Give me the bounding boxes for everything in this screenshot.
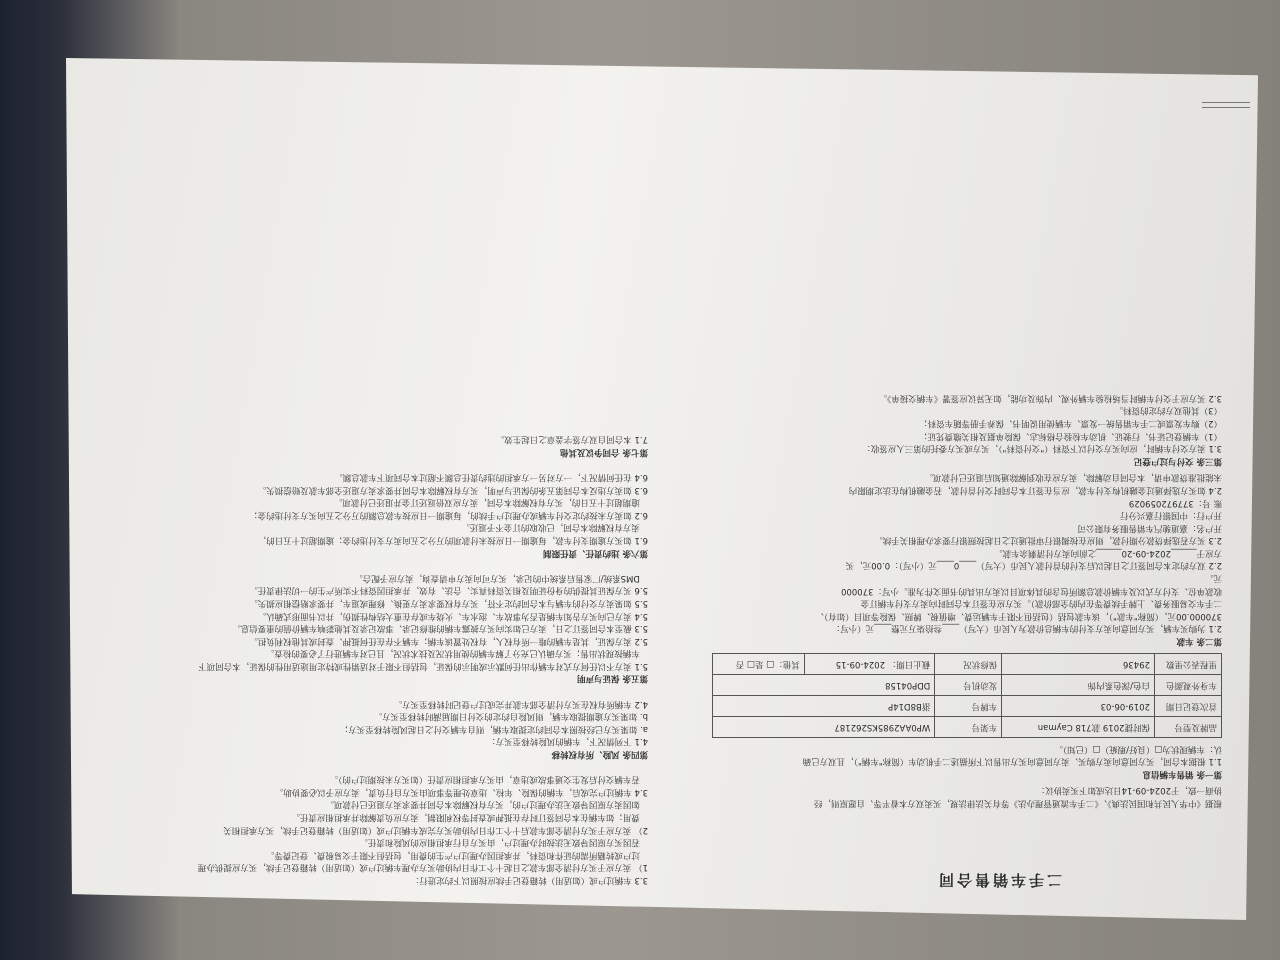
- vehicle-info-table: [712, 653, 1222, 738]
- buyer-id-line: [702, 815, 1222, 828]
- text-line: 6.3 如卖方违反本合同第五条的保证与声明，买方有权解除本合同并要求卖方退还全部车款及赔偿损失。: [257, 484, 648, 495]
- text-line: 2.3 买方若选择贷款分期付款，则应在按揭银行审批通过之日起按照银行要求办理相关手续。: [874, 535, 1222, 546]
- table-row: [713, 696, 1222, 717]
- text-line: 开户名：嘉道驰汽车销售服务有限公司: [1077, 522, 1222, 533]
- text-line: 第七条 合同争议及其他: [560, 446, 648, 457]
- table-row: [713, 717, 1222, 738]
- contract-document: [66, 58, 1258, 920]
- left-column: [702, 391, 1222, 889]
- table-cell-key: 保修状况: [935, 654, 1002, 675]
- article1-heading: 第一条 销售车辆信息: [1142, 768, 1222, 779]
- text-line: （2）购车发票或二手车销售统一发票、车辆使用说明书、保养手册等随车资料；: [919, 417, 1222, 428]
- text-line: 逾期超过十五日的，买方有权解除本合同，卖方应双倍返还订金并退还已付款项。: [333, 497, 648, 508]
- preamble-line: 根据《中华人民共和国民法典》、《二手车流通管理办法》等有关法律法规，买卖双方本着平等、自愿原则，经: [813, 798, 1222, 809]
- text-line: 4.1 下列情况下，车辆的风险转移至买方：: [487, 736, 648, 747]
- table-cell-key: 发动机号: [935, 675, 1002, 696]
- buyer-line: [702, 828, 1222, 841]
- table-cell-value: 浙B8D14P: [713, 696, 935, 717]
- contract-number-line: [702, 853, 1222, 866]
- text-line: 5.5 如果卖方交付的车辆与本合同约定不符，买方有权要求卖方更换、修理或退车，并要求赔偿相应损失。: [249, 597, 648, 608]
- text-line: 第四条 风险、所有权转移: [551, 749, 648, 760]
- text-line: 6.4 在任何情况下，一方对另一方承担的违约责任总额不超过本合同项下车款总额。: [334, 472, 648, 482]
- text-line: DMS系统/厂家售后系统中的记录，买方可向卖方申请查询，卖方应予配合。: [354, 572, 648, 583]
- table-cell-value: 保时捷2019 款718 Cayman: [1002, 717, 1155, 738]
- staple-mark: [1202, 102, 1250, 108]
- text-line: 第五条 保证与声明: [577, 673, 648, 684]
- right-column: [128, 433, 648, 886]
- text-line: 收款单位、支付方式以及车辆价款总额所包含的具体项目以卖方出具的书面文件为准。小写：370000: [841, 585, 1222, 596]
- right-column-body: [128, 433, 648, 886]
- article3-heading: 第三条 交付与过户登记: [1134, 455, 1222, 466]
- text-line: 3.1 卖方交付车辆时，应向买方交付以下资料（"交付资料"），买方或买方委托的第三人应签收：: [862, 443, 1222, 454]
- text-line: 账 号：377972059029: [1128, 497, 1222, 508]
- text-line: 卖方有权解除本合同，已收取的订金不予退还。: [461, 522, 648, 533]
- text-line: 370000.00元，（简称"车款"），该车款包括（包括但不限于车辆运费、增值税、牌照、保险等项目（如有）、: [815, 610, 1222, 621]
- table-cell-key: 车身外观颜色: [1155, 675, 1222, 696]
- text-line: 元。: [1204, 573, 1222, 584]
- table-cell-value: WP0AA2985KS262187: [713, 717, 935, 738]
- table-cell-value: 29436: [1002, 654, 1155, 675]
- text-line: 车辆按现状出售；买方确认已充分了解车辆的使用状况及技术状况，且已对车辆进行了必要的检查。: [265, 648, 648, 659]
- seller-line: [702, 840, 1222, 853]
- text-line: [128, 760, 648, 773]
- text-line: b. 如果买方逾期提取车辆，则风险自约定的交付日期届满时转移至买方。: [373, 711, 648, 722]
- table-cell-key: 车架号: [935, 717, 1002, 738]
- text-line: a. 如果买方已经按照本合同约定提取车辆，则自车辆交付之日起风险转移至买方；: [339, 723, 648, 734]
- text-line: 1） 卖方应于买方付清全部车款之日起十个工作日内协助买方办理车辆过户或（如适用）转籍登记手续，买方应提供办理: [197, 862, 648, 873]
- table-cell-key: 品牌及型号: [1155, 717, 1222, 738]
- table-cell-key: 车牌号: [935, 696, 1002, 717]
- text-line: 费用；如车辆在本合同签订时存在抵押或查封等权利限制，卖方应负责解除并承担相应责任。: [291, 812, 648, 823]
- text-line: 2.1 为购买车辆，买方同意向卖方支付的车辆总价款为人民币（大写）____叁拾柒万元整____元（小写：: [831, 623, 1222, 634]
- text-line: 5.2 卖方保证，其是车辆的唯一所有权人，有权处置该车辆；车辆不存在任何抵押、查封或其他权利负担。: [249, 635, 648, 646]
- text-line: 6.1 如买方逾期支付车款，每逾期一日应按未付款项的万分之五向卖方支付违约金；逾期超过十五日的，: [257, 534, 648, 545]
- text-line: [128, 458, 648, 471]
- text-line: 如因卖方原因导致无法办理过户的，买方有权解除本合同并要求卖方退还已付款项。: [325, 799, 648, 810]
- table-cell-value: 截止日期： 2024-09-15: [804, 654, 934, 675]
- article1-line: 1.1 根据本合同，买方同意向卖方购买、卖方同意向买方出售以下所描述二手机动车（简称"车辆"），且双方已确: [802, 756, 1222, 767]
- text-line: 7.1 本合同自双方签字盖章之日起生效。: [495, 434, 648, 445]
- table-row: [713, 654, 1222, 675]
- table-row: [713, 675, 1222, 696]
- preamble-line: 协商一致，于2024-09-14日达成如下买卖协议：: [1036, 785, 1222, 796]
- text-line: 未能批准贷款申请，本合同自动解除，卖方应在收到解除通知后退还已付款项。: [924, 472, 1222, 483]
- text-line: 5.4 卖方已向买方告知车辆是否为事故车、泡水车、火烧车或存在重大结构性损伤，并以书面形式确认。: [257, 610, 648, 621]
- text-line: 5.6 买方保证其提供的身份证明及相关资料真实、合法、有效，并承担因资料不实所产生的一切法律责任。: [249, 585, 648, 596]
- table-cell-key: 里程表公里数: [1155, 654, 1222, 675]
- text-line: （1）车辆登记证书、行驶证、机动车检验合格标志、保险单据及相关缴费凭证；: [919, 430, 1222, 441]
- text-line: （3）其他双方约定的资料。: [1114, 405, 1222, 416]
- text-line: 若因买方原因导致无法按时办理过户，由买方自行承担相应的风险和责任。: [359, 837, 648, 848]
- text-line: 开户行：中国银行嘉兴分行: [1119, 510, 1222, 521]
- article2-body: [702, 471, 1222, 635]
- article1-line: 认：车辆现状为□（良好/瑕疵）□（已知）。: [1054, 743, 1222, 754]
- text-line: 5.1 卖方不以任何方式对车辆作出任何默示或明示的保证，包括但不限于对适销性或特定用途适用性的保证，本合同项下: [198, 660, 648, 671]
- text-line: [128, 685, 648, 698]
- text-line: 二手车交易服务费、上牌手续费等在内的全部价款）。买方应在签订本合同时向卖方支付车辆订金: [860, 598, 1222, 609]
- article2-heading: 第二条 车款: [1176, 636, 1222, 647]
- text-line: 3.2 买方应于交付车辆时当场检验车辆外观、内饰及功能，如无异议应签署《车辆交接单》。: [878, 392, 1222, 403]
- contract-title: 二手车销售合同: [935, 871, 1062, 889]
- table-cell-value: 其他：□ 是□ 否: [713, 654, 805, 675]
- text-line: 2） 卖方应于买方付清全部车款后十个工作日内协助买方完成车辆过户或（如适用）转籍登记手续，买方承担相关: [223, 824, 648, 835]
- text-line: 2.4 如买方选择通过金融机构支付车款，应当在签订本合同时交付首付款，若金融机构在法定期限内: [848, 484, 1222, 495]
- text-line: 2.2 双方约定本合同签订之日起以后支付的首付款人民币（大写）____0____元（小写）：0.00元，买: [845, 560, 1222, 571]
- text-line: 若车辆交付后发生交通事故或违章，由买方承担相应责任（如买方未按期过户的）。: [329, 774, 648, 785]
- text-line: 4.2 车辆所有权在买方付清全部车款并完成过户登记时转移至买方。: [393, 698, 648, 709]
- article3-body: [702, 391, 1222, 454]
- table-cell-value: 白色/深色系内饰: [1002, 675, 1155, 696]
- text-line: 过户或转籍所需的证件和资料，并承担因办理过户产生的费用，包括但不限于交易税费、登记费等。: [265, 849, 648, 860]
- text-line: 6.2 如卖方未按约定交付车辆或办理过户手续的，每逾期一日应按车款总额的万分之五向买方支付违约金；: [249, 509, 648, 520]
- table-cell-value: 2019-06-03: [1002, 696, 1155, 717]
- text-line: 3.4 车辆过户完成后，车辆的保险、年检、违章处理等事项由买方自行负责，卖方应予以必要协助。: [274, 786, 648, 797]
- text-line: 第六条 违约责任、责任限制: [543, 547, 648, 558]
- text-line: 3.3 车辆过户或（如适用）转籍登记手续应按照以下约定进行：: [410, 875, 648, 885]
- table-cell-value: DDP04158: [713, 675, 935, 696]
- text-line: 5.3 截至本合同签订之日，卖方已如实向买方披露车辆的维修记录、事故记录及其他影响车辆价值的重要信息。: [232, 623, 648, 634]
- text-line: [128, 559, 648, 572]
- table-cell-key: 首次登记日期: [1155, 696, 1222, 717]
- text-line: 方应于______2024-09-20______之前向卖方付清剩余车款。: [994, 547, 1222, 558]
